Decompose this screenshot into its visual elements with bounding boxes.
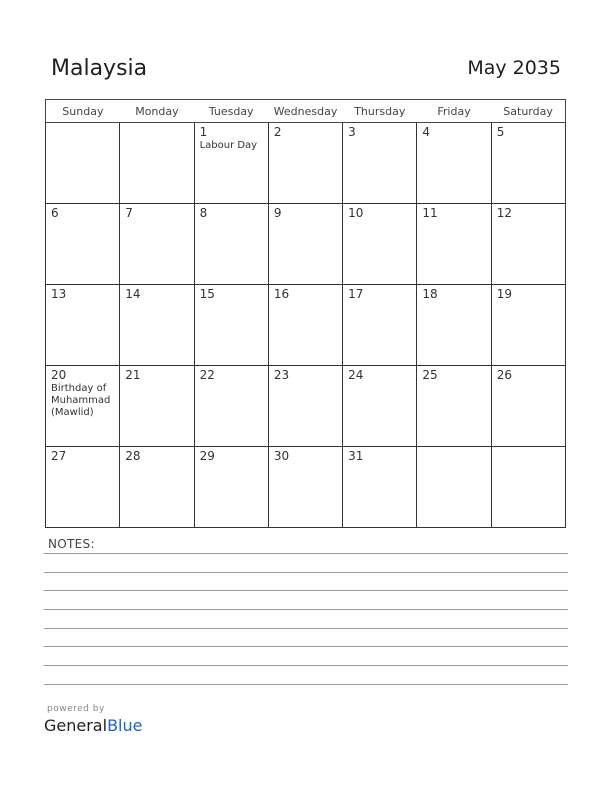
powered-by-text: powered by — [47, 704, 105, 714]
country-title: Malaysia — [51, 56, 148, 81]
day-number: 12 — [496, 206, 512, 220]
logo-general: General — [44, 716, 108, 735]
generalblue-logo[interactable] — [44, 716, 142, 735]
day-number: 29 — [199, 449, 215, 463]
day-cell[interactable] — [417, 204, 491, 285]
day-cell[interactable] — [491, 123, 565, 204]
day-number: 23 — [273, 368, 290, 382]
day-number: 9 — [273, 206, 282, 220]
holiday-label: Birthday of Muhammad (Mawlid) — [51, 383, 111, 418]
day-cell[interactable] — [194, 204, 268, 285]
day-number: 24 — [348, 368, 364, 382]
day-number: 3 — [348, 125, 356, 139]
day-number: 5 — [496, 125, 505, 139]
day-cell[interactable] — [194, 366, 268, 447]
weekday-monday: Monday — [120, 100, 194, 123]
day-number: 15 — [199, 287, 215, 301]
note-line — [44, 572, 568, 573]
logo-blue: Blue — [107, 716, 143, 735]
day-cell[interactable] — [343, 285, 417, 366]
week-row — [46, 447, 566, 528]
day-cell[interactable] — [417, 285, 491, 366]
day-cell[interactable] — [417, 123, 491, 204]
day-number: 20 — [51, 368, 67, 382]
day-number: 27 — [51, 449, 67, 463]
day-number: 6 — [51, 206, 59, 220]
weekday-friday: Friday — [417, 100, 491, 123]
day-number: 7 — [125, 206, 133, 220]
day-number: 14 — [125, 287, 141, 301]
note-line — [44, 628, 568, 629]
day-number: 28 — [125, 449, 141, 463]
day-cell[interactable] — [343, 447, 417, 528]
note-line — [44, 646, 568, 647]
day-cell[interactable] — [46, 204, 120, 285]
day-cell[interactable] — [120, 447, 194, 528]
day-cell[interactable] — [491, 204, 565, 285]
day-cell[interactable] — [194, 123, 268, 204]
day-number: 11 — [422, 206, 438, 220]
note-line — [44, 609, 568, 610]
week-row — [46, 366, 566, 447]
calendar-grid — [45, 99, 566, 528]
day-number: 26 — [496, 368, 512, 382]
day-number: 31 — [348, 449, 364, 463]
day-number: 16 — [273, 287, 290, 301]
day-cell[interactable] — [120, 204, 194, 285]
day-number: 4 — [422, 125, 431, 139]
day-number: 1 — [199, 125, 208, 139]
weekday-sunday: Sunday — [46, 100, 120, 123]
day-cell[interactable] — [194, 447, 268, 528]
day-cell[interactable] — [491, 447, 565, 528]
day-cell[interactable] — [120, 366, 194, 447]
day-cell[interactable] — [343, 123, 417, 204]
weekday-wednesday: Wednesday — [268, 100, 342, 123]
day-cell[interactable] — [268, 285, 342, 366]
holiday-label: Labour Day — [199, 140, 258, 151]
day-cell[interactable] — [343, 366, 417, 447]
week-row — [46, 204, 566, 285]
weekday-thursday: Thursday — [343, 100, 417, 123]
day-cell[interactable] — [268, 204, 342, 285]
day-number: 2 — [273, 125, 282, 139]
week-row — [46, 123, 566, 204]
note-line — [44, 590, 568, 591]
day-cell[interactable] — [343, 204, 417, 285]
day-cell[interactable] — [491, 285, 565, 366]
day-number: 25 — [422, 368, 438, 382]
day-cell[interactable] — [120, 285, 194, 366]
weekday-tuesday: Tuesday — [194, 100, 268, 123]
day-number: 21 — [125, 368, 141, 382]
note-line — [44, 665, 568, 666]
day-number: 18 — [422, 287, 438, 301]
day-number: 8 — [199, 206, 208, 220]
day-cell[interactable] — [268, 447, 342, 528]
day-number: 19 — [496, 287, 512, 301]
day-number: 13 — [51, 287, 67, 301]
note-line — [44, 553, 568, 554]
note-line — [44, 684, 568, 685]
weekday-saturday: Saturday — [491, 100, 565, 123]
day-cell[interactable] — [491, 366, 565, 447]
day-number: 10 — [348, 206, 364, 220]
day-cell[interactable] — [268, 123, 342, 204]
day-cell[interactable] — [46, 285, 120, 366]
day-number: 22 — [199, 368, 215, 382]
day-cell[interactable] — [120, 123, 194, 204]
weekday-header-row — [46, 100, 566, 123]
day-cell[interactable] — [194, 285, 268, 366]
notes-label: NOTES: — [48, 537, 95, 551]
day-cell[interactable] — [268, 366, 342, 447]
day-cell[interactable] — [46, 447, 120, 528]
day-cell[interactable] — [46, 123, 120, 204]
day-number: 30 — [273, 449, 290, 463]
day-cell[interactable] — [417, 366, 491, 447]
day-cell[interactable] — [417, 447, 491, 528]
week-row — [46, 285, 566, 366]
month-year-title: May 2035 — [467, 57, 561, 79]
day-number: 17 — [348, 287, 364, 301]
day-cell[interactable] — [46, 366, 120, 447]
